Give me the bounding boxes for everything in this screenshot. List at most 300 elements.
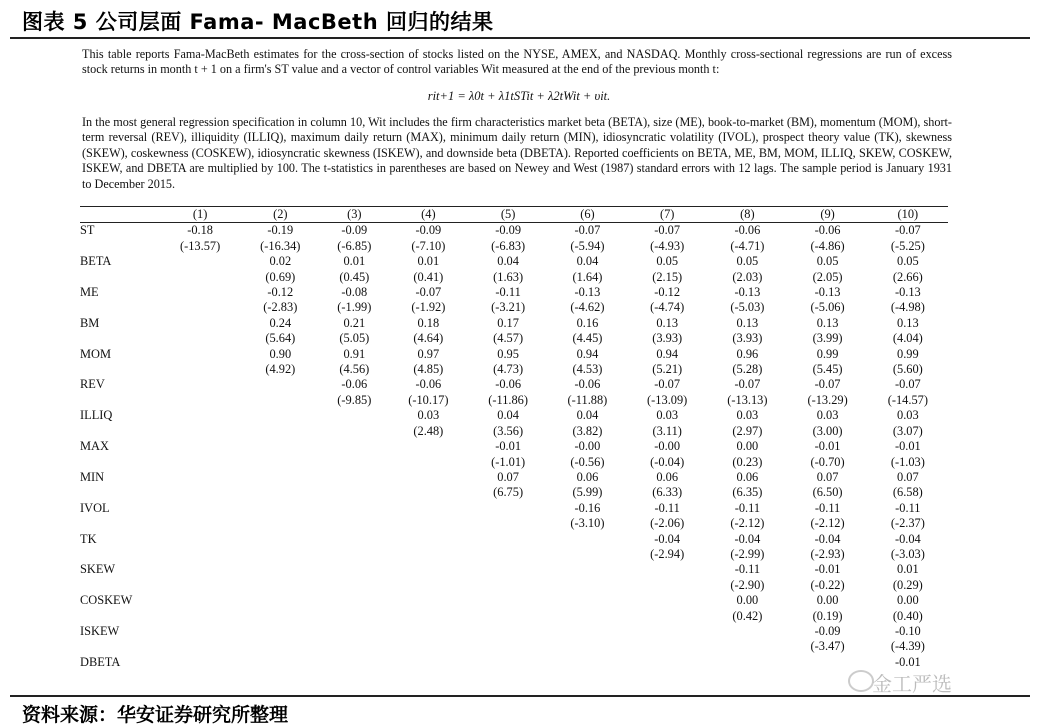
tstat-cell — [240, 393, 320, 408]
tstat-cell — [160, 455, 240, 470]
tstat-cell: (1.63) — [493, 269, 524, 284]
tstat-cell: (-2.83) — [263, 300, 298, 315]
tstat-cell: (-3.10) — [570, 516, 605, 531]
variable-label-blank — [80, 424, 160, 439]
tstat-cell: (4.92) — [265, 362, 296, 377]
tstat-cell — [160, 393, 240, 408]
coefficient-cell: 0.07 — [897, 469, 919, 484]
tstat-cell: (0.41) — [413, 269, 444, 284]
tstat-cell — [468, 547, 547, 562]
tstat-cell: (-7.10) — [411, 238, 446, 253]
coefficient-cell — [627, 593, 707, 608]
tstat-cell — [388, 547, 468, 562]
variable-label-blank — [80, 609, 160, 624]
coefficient-cell — [388, 532, 468, 547]
coefficient-cell: -0.07 — [574, 223, 601, 238]
coefficient-cell: 0.01 — [417, 254, 440, 269]
detail-paragraph: In the most general regression specification in column 10, Wit includes the firm characteristics market beta (BETA), size (ME), book-to-market (BM), momentum (MOM), short-term reversal (REV), illiquidity (ILLIQ), maximum daily return (MAX), minimum daily return (MIN), idiosyncratic volatility (IVOL), prospect theory value (TK), skewness (SKEW), coskewness (COSKEW), idiosyncratic skewness (ISKEW), and downside beta (DBETA). Reported coefficients on BETA, ME, BM, MOM, ILLIQ, SKEW, COSKEW, ISKEW, and DBETA are multiplied by 100. The t-statistics in parentheses are based on Newey and West (1987) standard errors with 12 lags. The sample period is January 1931 to December 2015. — [82, 115, 952, 191]
tstat-cell: (3.82) — [572, 423, 603, 438]
coefficient-cell — [240, 655, 320, 670]
tstat-cell: (-14.57) — [887, 392, 928, 407]
variable-label: ST — [80, 223, 95, 238]
coefficient-cell — [160, 593, 240, 608]
tstat-cell: (6.35) — [732, 485, 763, 500]
coefficient-cell: 0.18 — [417, 315, 440, 330]
column-header: (4) — [421, 207, 436, 221]
tstat-cell: (-11.88) — [567, 392, 608, 407]
coefficient-cell — [320, 655, 388, 670]
coefficient-cell: 0.95 — [497, 346, 519, 361]
coefficient-cell — [388, 624, 468, 639]
column-header: (3) — [347, 207, 362, 221]
tstat-cell: (-2.99) — [730, 546, 765, 561]
coefficient-cell — [160, 624, 240, 639]
coefficient-cell: 0.05 — [736, 254, 759, 269]
tstat-cell — [240, 485, 320, 500]
tstat-cell: (-4.93) — [650, 238, 685, 253]
tstat-row — [80, 639, 948, 654]
tstat-cell — [240, 424, 320, 439]
tstat-cell: (-5.25) — [890, 238, 925, 253]
coefficient-cell — [320, 593, 388, 608]
tstat-cell — [627, 578, 707, 593]
coefficient-cell: 0.02 — [269, 254, 292, 269]
tstat-cell: (-4.39) — [890, 639, 925, 654]
tstat-cell: (4.85) — [413, 362, 444, 377]
tstat-cell: (-2.37) — [890, 516, 925, 531]
tstat-cell: (2.03) — [732, 269, 763, 284]
variable-label-blank — [80, 516, 160, 531]
tstat-row — [80, 331, 948, 346]
tstat-cell — [627, 670, 707, 685]
coefficient-cell: -0.16 — [574, 500, 601, 515]
tstat-row — [80, 300, 948, 315]
coefficient-cell — [240, 501, 320, 516]
variable-label: ILLIQ — [80, 408, 113, 423]
tstat-cell: (-0.04) — [650, 454, 685, 469]
coefficient-cell: -0.11 — [895, 500, 921, 515]
coefficient-row — [80, 562, 948, 577]
tstat-cell — [388, 485, 468, 500]
tstat-cell — [388, 516, 468, 531]
coefficient-row — [80, 223, 948, 239]
coefficient-cell: 0.03 — [816, 408, 839, 423]
tstat-cell — [627, 639, 707, 654]
coefficient-cell: -0.07 — [415, 285, 442, 300]
tstat-cell: (3.07) — [892, 423, 923, 438]
title-divider — [10, 37, 1030, 39]
coefficient-cell: 0.94 — [576, 346, 599, 361]
tstat-cell: (-1.92) — [411, 300, 446, 315]
tstat-cell: (-10.17) — [408, 392, 449, 407]
coefficient-cell: -0.04 — [814, 531, 841, 546]
tstat-cell: (-3.21) — [491, 300, 526, 315]
tstat-row — [80, 393, 948, 408]
variable-label: ME — [80, 285, 99, 300]
tstat-cell — [160, 362, 240, 377]
coefficient-cell: 0.04 — [576, 254, 599, 269]
coefficient-cell — [548, 655, 627, 670]
coefficient-cell — [468, 624, 547, 639]
coefficient-cell — [240, 439, 320, 454]
coefficient-cell: -0.07 — [654, 223, 681, 238]
coefficient-cell — [787, 655, 867, 670]
coefficient-cell — [548, 624, 627, 639]
tstat-row — [80, 270, 948, 285]
coefficient-cell: 0.24 — [269, 315, 292, 330]
coefficient-cell: -0.01 — [894, 654, 921, 669]
coefficient-row — [80, 593, 948, 608]
tstat-cell — [468, 609, 547, 624]
tstat-cell: (-1.99) — [337, 300, 372, 315]
coefficient-cell — [320, 408, 388, 423]
tstat-cell: (-2.12) — [730, 516, 765, 531]
tstat-cell: (-6.85) — [337, 238, 372, 253]
coefficient-cell: 0.17 — [497, 315, 519, 330]
tstat-cell: (0.69) — [265, 269, 296, 284]
coefficient-cell: 0.04 — [497, 408, 519, 423]
coefficient-cell: 0.99 — [897, 346, 919, 361]
variable-label: BM — [80, 315, 100, 330]
coefficient-cell — [388, 470, 468, 485]
coefficient-cell: 0.01 — [897, 562, 919, 577]
tstat-cell: (-2.94) — [650, 546, 685, 561]
tstat-cell — [160, 670, 240, 685]
wechat-icon — [848, 670, 874, 692]
coefficient-cell: 0.03 — [656, 408, 679, 423]
coefficient-row — [80, 377, 948, 392]
coefficient-cell — [388, 501, 468, 516]
coefficient-cell: -0.11 — [734, 562, 761, 577]
coefficient-cell: -0.01 — [814, 439, 841, 454]
coefficient-cell: -0.01 — [894, 439, 921, 454]
coefficient-cell — [160, 532, 240, 547]
tstat-cell — [548, 670, 627, 685]
coefficient-cell — [388, 562, 468, 577]
coefficient-cell — [468, 655, 547, 670]
variable-label: BETA — [80, 254, 112, 269]
tstat-cell: (6.50) — [812, 485, 843, 500]
coefficient-cell — [548, 562, 627, 577]
tstat-cell: (3.56) — [493, 423, 524, 438]
coefficient-cell — [468, 562, 547, 577]
column-header: (6) — [580, 207, 595, 221]
tstat-cell: (6.58) — [892, 485, 923, 500]
tstat-cell — [160, 270, 240, 285]
column-header-blank — [80, 207, 160, 223]
tstat-cell: (4.56) — [339, 362, 370, 377]
coefficient-cell: -0.13 — [574, 285, 601, 300]
variable-label: REV — [80, 377, 105, 392]
tstat-cell — [240, 639, 320, 654]
variable-label: ISKEW — [80, 623, 120, 638]
coefficient-cell — [468, 593, 547, 608]
tstat-cell: (-4.62) — [570, 300, 605, 315]
tstat-cell: (2.05) — [812, 269, 843, 284]
tstat-cell: (-4.74) — [650, 300, 685, 315]
tstat-cell: (-4.86) — [810, 238, 845, 253]
coefficient-cell — [320, 532, 388, 547]
tstat-cell: (0.19) — [812, 608, 843, 623]
coefficient-cell: 0.06 — [576, 469, 599, 484]
column-header: (10) — [897, 207, 919, 221]
coefficient-cell — [160, 285, 240, 300]
tstat-cell — [240, 578, 320, 593]
tstat-cell — [388, 670, 468, 685]
coefficient-cell: -0.13 — [734, 285, 761, 300]
tstat-row — [80, 516, 948, 531]
tstat-cell: (2.15) — [652, 269, 683, 284]
coefficient-cell: 0.97 — [417, 346, 440, 361]
tstat-cell — [320, 516, 388, 531]
tstat-cell — [320, 609, 388, 624]
coefficient-cell: 0.03 — [417, 408, 440, 423]
coefficient-cell: 0.04 — [497, 254, 519, 269]
coefficient-cell: 0.16 — [576, 315, 599, 330]
variable-label-blank — [80, 639, 160, 654]
coefficient-cell: 0.03 — [736, 408, 759, 423]
coefficient-cell: -0.09 — [415, 223, 442, 238]
tstat-cell: (-2.12) — [810, 516, 845, 531]
coefficient-cell: 0.07 — [497, 469, 519, 484]
coefficient-row — [80, 501, 948, 516]
coefficient-cell: 0.13 — [816, 315, 839, 330]
coefficient-row — [80, 655, 948, 670]
coefficient-cell: -0.19 — [267, 223, 294, 238]
coefficient-cell — [707, 655, 787, 670]
variable-label-blank — [80, 331, 160, 346]
tstat-cell: (0.29) — [892, 577, 923, 592]
coefficient-cell — [160, 316, 240, 331]
tstat-cell — [548, 609, 627, 624]
tstat-cell — [160, 331, 240, 346]
coefficient-cell: -0.00 — [654, 439, 681, 454]
tstat-cell — [320, 547, 388, 562]
variable-label: MAX — [80, 439, 109, 454]
tstat-cell: (-13.09) — [647, 392, 688, 407]
coefficient-cell: 0.06 — [736, 469, 759, 484]
coefficient-cell — [240, 377, 320, 392]
coefficient-cell — [707, 624, 787, 639]
variable-label-blank — [80, 578, 160, 593]
coefficient-cell: -0.12 — [267, 285, 294, 300]
tstat-cell: (-3.03) — [890, 546, 925, 561]
tstat-cell: (4.73) — [493, 362, 524, 377]
tstat-cell — [707, 639, 787, 654]
coefficient-cell — [388, 439, 468, 454]
tstat-cell: (-6.83) — [491, 238, 526, 253]
tstat-cell: (0.45) — [339, 269, 370, 284]
column-header: (1) — [192, 207, 208, 221]
coefficient-cell — [160, 347, 240, 362]
column-header: (7) — [659, 207, 675, 221]
coefficient-cell — [320, 562, 388, 577]
coefficient-cell: 0.91 — [343, 346, 366, 361]
coefficient-cell — [240, 562, 320, 577]
tstat-cell: (-4.98) — [890, 300, 925, 315]
coefficient-row — [80, 624, 948, 639]
tstat-cell: (-1.01) — [491, 454, 526, 469]
coefficient-cell: 0.04 — [576, 408, 599, 423]
tstat-cell — [388, 609, 468, 624]
tstat-cell — [468, 578, 547, 593]
tstat-cell: (5.21) — [652, 362, 683, 377]
coefficient-cell — [240, 624, 320, 639]
tstat-cell: (3.93) — [652, 331, 683, 346]
tstat-cell — [160, 578, 240, 593]
coefficient-cell: -0.13 — [894, 285, 921, 300]
tstat-cell: (6.75) — [493, 485, 524, 500]
tstat-cell: (5.99) — [572, 485, 603, 500]
coefficient-cell: -0.01 — [495, 439, 522, 454]
coefficient-cell — [160, 562, 240, 577]
coefficient-cell — [240, 593, 320, 608]
coefficient-cell: 0.94 — [656, 346, 679, 361]
coefficient-cell: -0.18 — [187, 223, 213, 238]
tstat-cell: (4.04) — [892, 331, 923, 346]
tstat-cell — [160, 639, 240, 654]
coefficient-cell — [160, 655, 240, 670]
figure-title: 图表 5 公司层面 Fama- MacBeth 回归的结果 — [22, 10, 494, 34]
tstat-cell: (5.60) — [892, 362, 923, 377]
coefficient-cell: 0.99 — [816, 346, 839, 361]
coefficient-row — [80, 285, 948, 300]
tstat-cell — [468, 639, 547, 654]
tstat-cell — [320, 578, 388, 593]
coefficient-cell — [160, 408, 240, 423]
tstat-cell — [160, 424, 240, 439]
variable-label-blank — [80, 455, 160, 470]
coefficient-cell: -0.07 — [894, 377, 921, 392]
tstat-cell — [320, 485, 388, 500]
tstat-cell — [160, 609, 240, 624]
tstat-cell — [388, 639, 468, 654]
coefficient-cell: -0.07 — [894, 223, 921, 238]
coefficient-cell: 0.00 — [736, 593, 759, 608]
coefficient-cell — [160, 439, 240, 454]
coefficient-cell: 0.01 — [343, 254, 366, 269]
coefficient-cell — [320, 624, 388, 639]
tstat-cell: (-4.71) — [730, 238, 765, 253]
tstat-cell — [468, 516, 547, 531]
watermark: 金工严选 — [872, 672, 952, 696]
coefficient-cell: -0.04 — [654, 531, 681, 546]
coefficient-cell — [160, 470, 240, 485]
coefficient-cell: -0.06 — [574, 377, 601, 392]
coefficient-cell: -0.09 — [341, 223, 368, 238]
coefficient-cell — [627, 562, 707, 577]
coefficient-row — [80, 347, 948, 362]
tstat-cell: (5.05) — [339, 331, 370, 346]
tstat-row — [80, 424, 948, 439]
footer-divider — [10, 695, 1030, 697]
tstat-cell: (5.64) — [265, 331, 296, 346]
coefficient-cell — [240, 470, 320, 485]
tstat-cell: (4.64) — [413, 331, 444, 346]
coefficient-cell: 0.05 — [897, 254, 919, 269]
coefficient-cell — [240, 532, 320, 547]
coefficient-cell: 0.00 — [736, 439, 759, 454]
coefficient-cell: 0.13 — [897, 315, 919, 330]
variable-label: TK — [80, 531, 97, 546]
tstat-cell — [240, 609, 320, 624]
tstat-cell — [160, 547, 240, 562]
tstat-cell: (-5.94) — [570, 238, 605, 253]
tstat-cell: (2.66) — [892, 269, 923, 284]
column-header: (9) — [820, 207, 835, 221]
tstat-cell: (-0.70) — [810, 454, 845, 469]
coefficient-cell: 0.00 — [816, 593, 839, 608]
coefficient-cell — [160, 377, 240, 392]
coefficient-cell: 0.13 — [736, 315, 759, 330]
variable-label-blank — [80, 547, 160, 562]
tstat-cell: (-9.85) — [337, 392, 372, 407]
tstat-cell — [320, 455, 388, 470]
tstat-cell — [548, 639, 627, 654]
tstat-cell: (5.45) — [812, 362, 843, 377]
intro-paragraph: This table reports Fama-MacBeth estimates for the cross-section of stocks listed on the NYSE, AMEX, and NASDAQ. Monthly cross-sectional regressions are run of excess stock returns in month t + 1 on a firm's ST value and a vector of control variables Wit measured at the end of the previous month t: — [82, 47, 952, 77]
tstat-row — [80, 670, 948, 685]
coefficient-cell — [627, 624, 707, 639]
tstat-cell: (-5.03) — [730, 300, 765, 315]
coefficient-cell — [320, 470, 388, 485]
column-header: (2) — [273, 207, 288, 221]
coefficient-cell — [320, 501, 388, 516]
coefficient-cell: -0.11 — [814, 500, 841, 515]
tstat-row — [80, 578, 948, 593]
coefficient-cell: -0.06 — [734, 223, 761, 238]
tstat-row — [80, 239, 948, 254]
variable-label-blank — [80, 362, 160, 377]
coefficient-cell: -0.07 — [734, 377, 761, 392]
tstat-cell — [388, 455, 468, 470]
variable-label-blank — [80, 485, 160, 500]
tstat-cell: (-2.06) — [650, 516, 685, 531]
coefficient-row — [80, 470, 948, 485]
tstat-cell — [707, 670, 787, 685]
tstat-cell: (-0.22) — [810, 577, 845, 592]
coefficient-cell: -0.09 — [495, 223, 522, 238]
tstat-cell: (-13.57) — [179, 238, 221, 253]
coefficient-cell — [468, 501, 547, 516]
tstat-cell: (-11.86) — [488, 392, 529, 407]
coefficient-cell: -0.06 — [495, 377, 522, 392]
tstat-cell: (4.53) — [572, 362, 603, 377]
coefficient-cell — [388, 593, 468, 608]
tstat-cell: (5.28) — [732, 362, 763, 377]
tstat-cell: (3.99) — [812, 331, 843, 346]
variable-label: SKEW — [80, 562, 116, 577]
tstat-row — [80, 485, 948, 500]
tstat-cell: (-13.13) — [727, 392, 768, 407]
coefficient-cell: -0.11 — [654, 500, 680, 515]
coefficient-cell: -0.08 — [341, 285, 368, 300]
coefficient-cell — [388, 655, 468, 670]
regression-table — [80, 206, 948, 686]
coefficient-cell: -0.11 — [495, 285, 521, 300]
variable-label: MIN — [80, 469, 105, 484]
column-header-row — [80, 207, 948, 223]
tstat-row — [80, 455, 948, 470]
tstat-cell — [468, 670, 547, 685]
tstat-cell: (-5.06) — [810, 300, 845, 315]
source-note: 资料来源：华安证券研究所整理 — [22, 704, 289, 726]
tstat-cell — [320, 424, 388, 439]
tstat-cell: (4.57) — [493, 331, 524, 346]
coefficient-cell: -0.04 — [894, 531, 921, 546]
coefficient-row — [80, 408, 948, 423]
coefficient-cell: 0.05 — [816, 254, 839, 269]
